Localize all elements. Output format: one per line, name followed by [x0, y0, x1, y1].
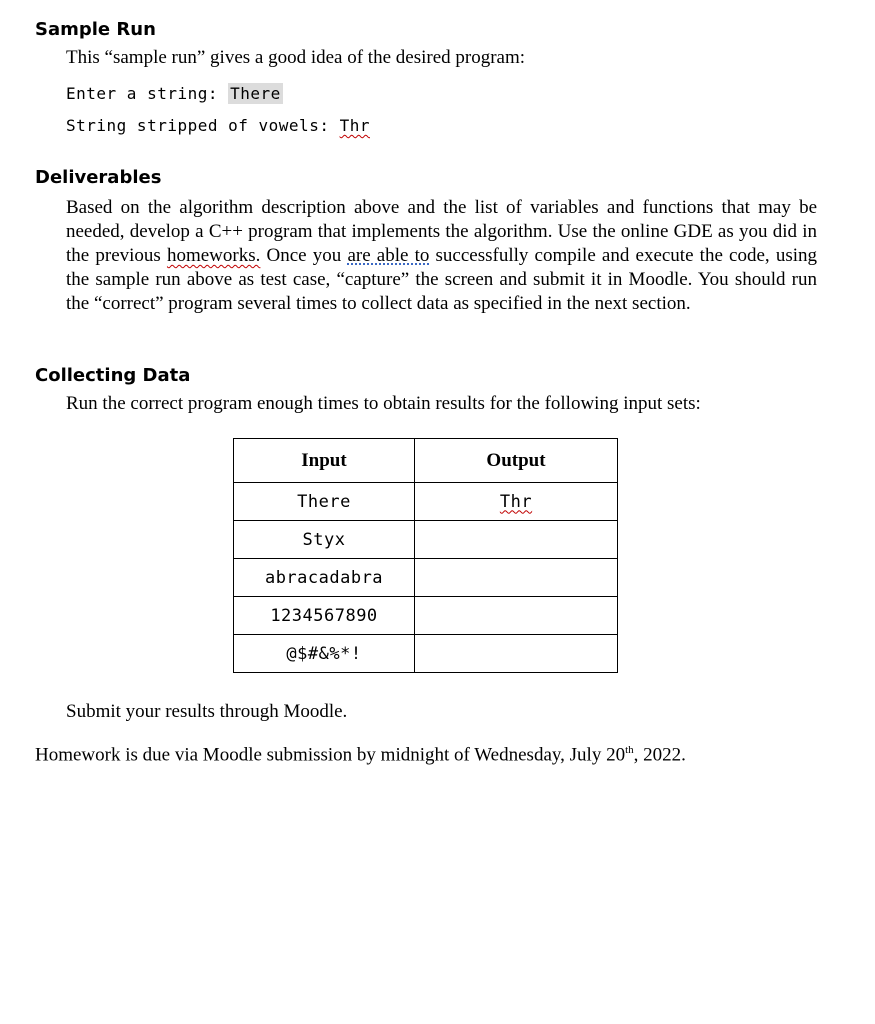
input-cell: Styx — [234, 521, 415, 559]
input-cell: There — [234, 483, 415, 521]
sample-run-intro: This “sample run” gives a good idea of the desired program: — [66, 47, 526, 68]
deliverables-text-part-4: are able to — [347, 245, 430, 266]
due-superscript: th — [625, 744, 634, 756]
deliverables-heading: Deliverables — [35, 167, 162, 188]
input-cell: @$#&%*! — [234, 635, 415, 673]
table-row — [234, 483, 618, 521]
result-value: Thr — [339, 116, 370, 135]
collecting-data-heading: Collecting Data — [35, 365, 191, 386]
table-row — [234, 521, 618, 559]
table-row — [234, 635, 618, 673]
table-row — [234, 559, 618, 597]
due-text-before: Homework is due via Moodle submission by midnight of Wednesday, July 20 — [35, 744, 626, 766]
table-row — [234, 597, 618, 635]
input-cell: 1234567890 — [234, 597, 415, 635]
deliverables-text-part-2: homeworks. — [166, 245, 261, 266]
submit-instruction: Submit your results through Moodle. — [66, 701, 348, 722]
prompt-label: Enter a string: — [66, 84, 229, 103]
deliverables-text — [66, 196, 817, 316]
output-cell — [415, 483, 618, 521]
sample-run-heading: Sample Run — [35, 19, 156, 40]
output-cell — [415, 521, 618, 559]
input-column-header: Input — [234, 439, 415, 483]
collecting-data-intro: Run the correct program enough times to obtain results for the following input sets: — [66, 393, 701, 414]
prompt-value: There — [230, 84, 281, 103]
output-cell — [415, 559, 618, 597]
result-label: String stripped of vowels: — [66, 116, 340, 135]
output-column-header: Output — [415, 439, 618, 483]
deliverables-text-part-5: successfully compile and execute the code, using the sample run above as test case, “capture” the screen and submit it in Moodle. You should run the “correct” program several times to collect data as specified in the next section. — [66, 245, 817, 314]
deliverables-text-part-1: Based on the algorithm description above and the list of variables and functions that may be needed, develop a C++ program that implements the algorithm. Use the online GDE as you did in the previous — [66, 197, 817, 266]
output-cell — [415, 635, 618, 673]
results-table — [233, 438, 618, 673]
sample-prompt-line — [66, 84, 283, 103]
output-cell — [415, 597, 618, 635]
input-cell: abracadabra — [234, 559, 415, 597]
due-text-after: , 2022. — [633, 744, 686, 766]
deliverables-text-part-3: Once you — [260, 245, 348, 266]
sample-result-line — [66, 116, 370, 135]
due-date-line — [35, 744, 686, 766]
output-value: Thr — [499, 491, 533, 512]
table-header-row — [234, 439, 618, 483]
